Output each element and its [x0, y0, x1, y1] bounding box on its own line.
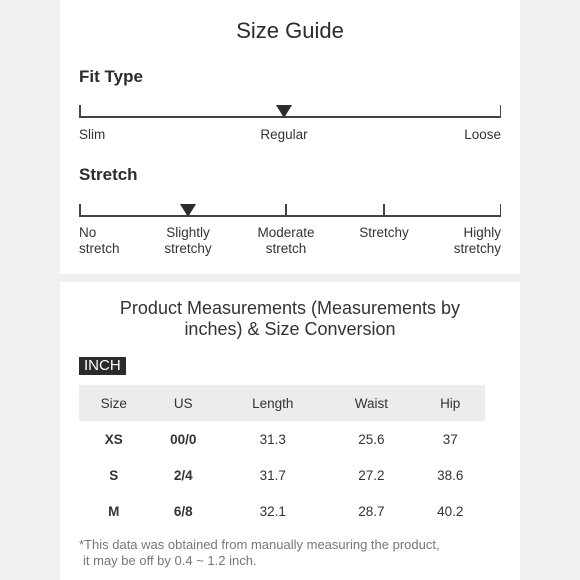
measurements-card: [60, 282, 520, 580]
stretch-option-moderate-stretch: Moderate stretch: [257, 225, 315, 256]
stretch-tick: [79, 204, 81, 216]
column-header-length: Length: [218, 385, 327, 421]
table-row: [79, 457, 485, 493]
length-cell: 31.3: [259, 431, 286, 447]
stretch-tick: [500, 204, 502, 216]
size-table: [79, 385, 485, 529]
fit-type-tick-start: [79, 105, 81, 117]
column-header-hip: Hip: [415, 385, 485, 421]
fit-type-option-regular: Regular: [260, 127, 308, 142]
us-cell: 6/8: [173, 503, 193, 519]
stretch-option-highly-stretchy: Highly stretchy: [453, 225, 501, 256]
measurements-title: Product Measurements (Measurements by inches) & Size Conversion: [119, 298, 461, 339]
fit-type-option-slim: Slim: [79, 127, 106, 142]
us-cell: 00/0: [170, 431, 197, 447]
us-cell: 2/4: [173, 467, 193, 483]
waist-cell: 28.7: [358, 503, 385, 519]
hip-cell: 37: [442, 431, 458, 447]
column-header-size: Size: [79, 385, 149, 421]
hip-cell: 40.2: [437, 503, 464, 519]
stretch-tick: [285, 204, 287, 216]
waist-cell: 27.2: [358, 467, 385, 483]
table-row: [79, 421, 485, 457]
triangle-down-icon: [276, 105, 292, 118]
unit-badge[interactable]: INCH: [79, 357, 126, 375]
column-header-us: US: [149, 385, 219, 421]
column-header-waist: Waist: [327, 385, 415, 421]
length-cell: 32.1: [259, 503, 286, 519]
fit-type-heading: Fit Type: [79, 67, 143, 86]
stretch-tick: [383, 204, 385, 216]
stretch-option-slightly-stretchy: Slightly stretchy: [164, 225, 212, 256]
page-title: Size Guide: [236, 18, 344, 43]
stretch-heading: Stretch: [79, 165, 138, 184]
stretch-option-no-stretch: No stretch: [79, 225, 120, 256]
size-cell: M: [108, 503, 120, 519]
size-guide-card: [60, 0, 520, 274]
waist-cell: 25.6: [358, 431, 385, 447]
measurement-footnote: *This data was obtained from manually measuring the product, it may be off by 0.4 ~ 1.2 inch.: [79, 537, 440, 568]
stretch-option-stretchy: Stretchy: [359, 225, 409, 240]
fit-type-tick-end: [500, 105, 502, 117]
triangle-down-icon: [180, 204, 196, 217]
size-cell: S: [109, 467, 119, 483]
stretch-scale-line: [79, 215, 501, 217]
table-row: [79, 493, 485, 529]
hip-cell: 38.6: [437, 467, 464, 483]
length-cell: 31.7: [259, 467, 286, 483]
fit-type-option-loose: Loose: [464, 127, 501, 142]
table-header-row: [79, 385, 485, 421]
size-cell: XS: [104, 431, 123, 447]
